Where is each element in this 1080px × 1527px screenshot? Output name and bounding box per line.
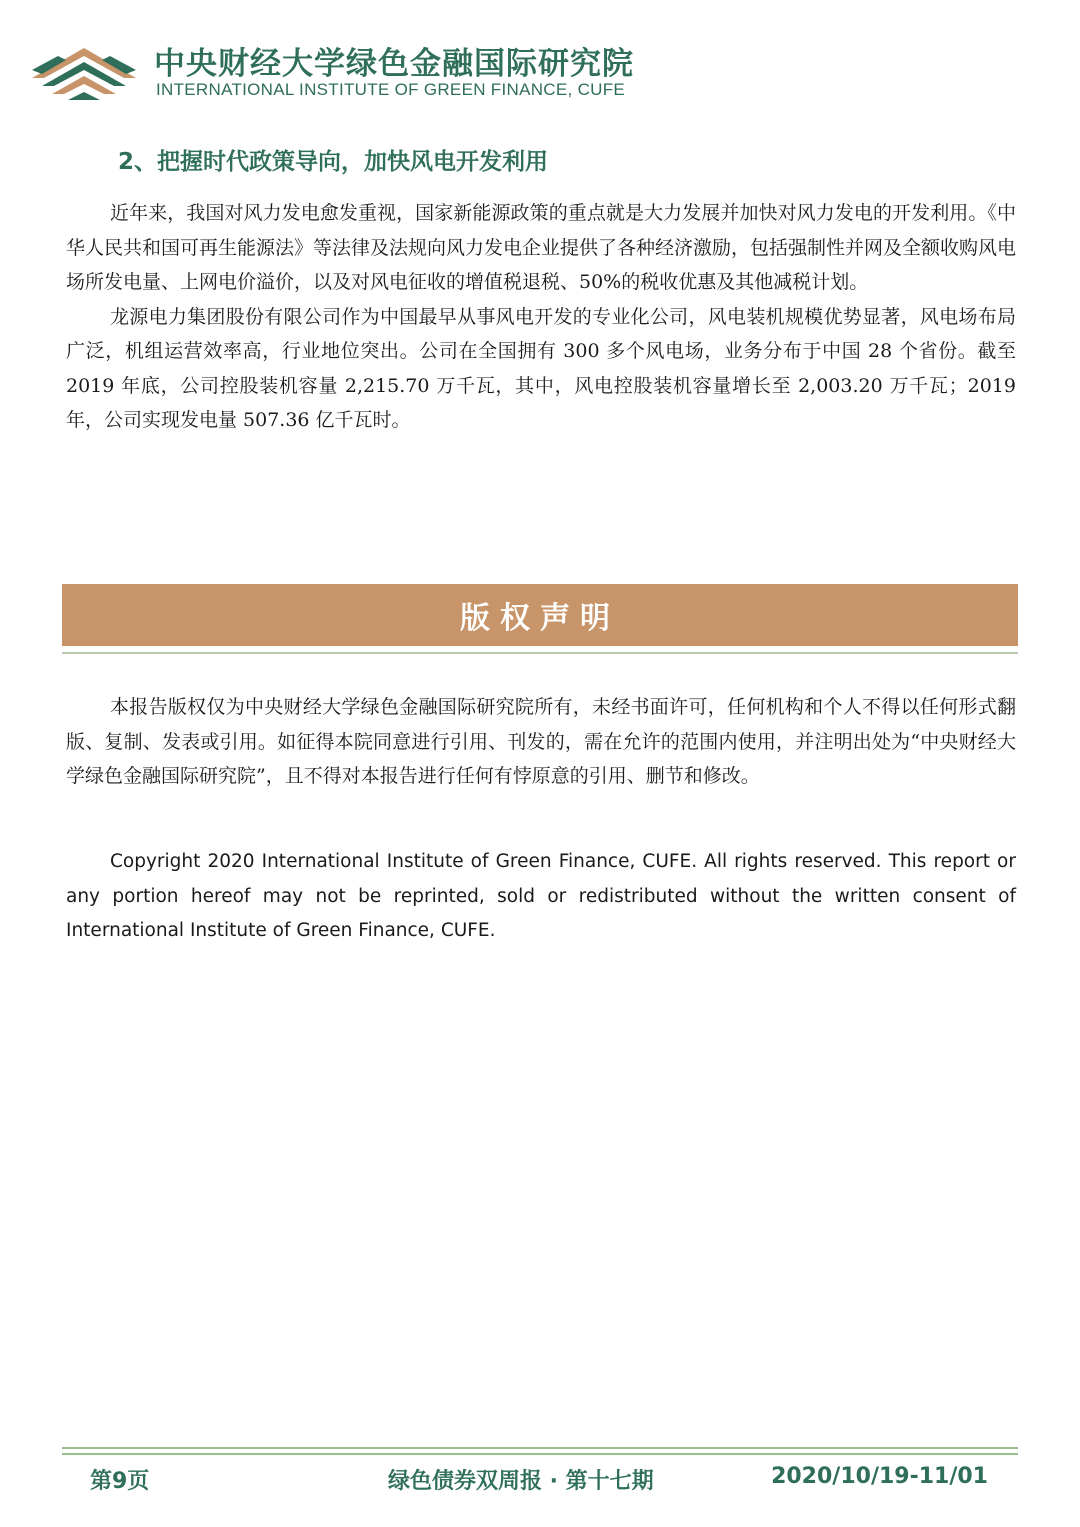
copyright-banner [62,584,1018,646]
page-footer [62,1460,1018,1500]
copyright-title: 版权声明 [460,601,620,636]
publication-title: 绿色债券双周报 · 第十七期 [388,1469,654,1494]
copyright-text-en [66,845,1016,949]
section-body [66,196,1016,438]
date-range: 2020/10/19-11/01 [771,1464,988,1489]
footer-divider [62,1453,1018,1455]
paragraph: 近年来，我国对风力发电愈发重视，国家新能源政策的重点就是大力发展并加快对风力发电的开发利用。《中华人民共和国可再生能源法》等法律及法规向风力发电企业提供了各种经济激励，包括强制性并网及全额收购风电场所发电量、上网电价溢价，以及对风电征收的增值税退税、50%的税收优惠及其他减税计划。 [66,202,1017,293]
institute-logo-icon [28,34,140,106]
divider [62,652,1018,654]
page-header [28,34,728,114]
paragraph: Copyright 2020 International Institute of Green Finance, CUFE. All rights reserved. This report or any portion hereof may not be reprinted, sold or redistributed without the written consent of International Institute of Green Finance, CUFE. [66,851,1016,941]
section-heading: 2、把握时代政策导向，加快风电开发利用 [118,149,549,175]
org-name-en: INTERNATIONAL INSTITUTE OF GREEN FINANCE, CUFE [156,80,626,99]
paragraph: 本报告版权仅为中央财经大学绿色金融国际研究院所有，未经书面许可，任何机构和个人不得以任何形式翻版、复制、发表或引用。如征得本院同意进行引用、刊发的，需在允许的范围内使用，并注明出处为“中央财经大学绿色金融国际研究院”，且不得对本报告进行任何有悖原意的引用、删节和修改。 [66,696,1016,787]
page-number: 第9页 [90,1469,150,1494]
copyright-text-cn [66,690,1016,794]
footer-divider [62,1447,1018,1449]
org-name-cn: 中央财经大学绿色金融国际研究院 [154,46,634,82]
paragraph: 龙源电力集团股份有限公司作为中国最早从事风电开发的专业化公司，风电装机规模优势显著，风电场布局广泛，机组运营效率高，行业地位突出。公司在全国拥有 300 多个风电场，业务分布于中国 28 个省份。截至 2019 年底，公司控股装机容量 2,215.70 万千瓦，其中，风电控股装机容量增长至 2,003.20 万千瓦；2019 年，公司实现发电量 507.36 亿千瓦时。 [66,305,1016,431]
